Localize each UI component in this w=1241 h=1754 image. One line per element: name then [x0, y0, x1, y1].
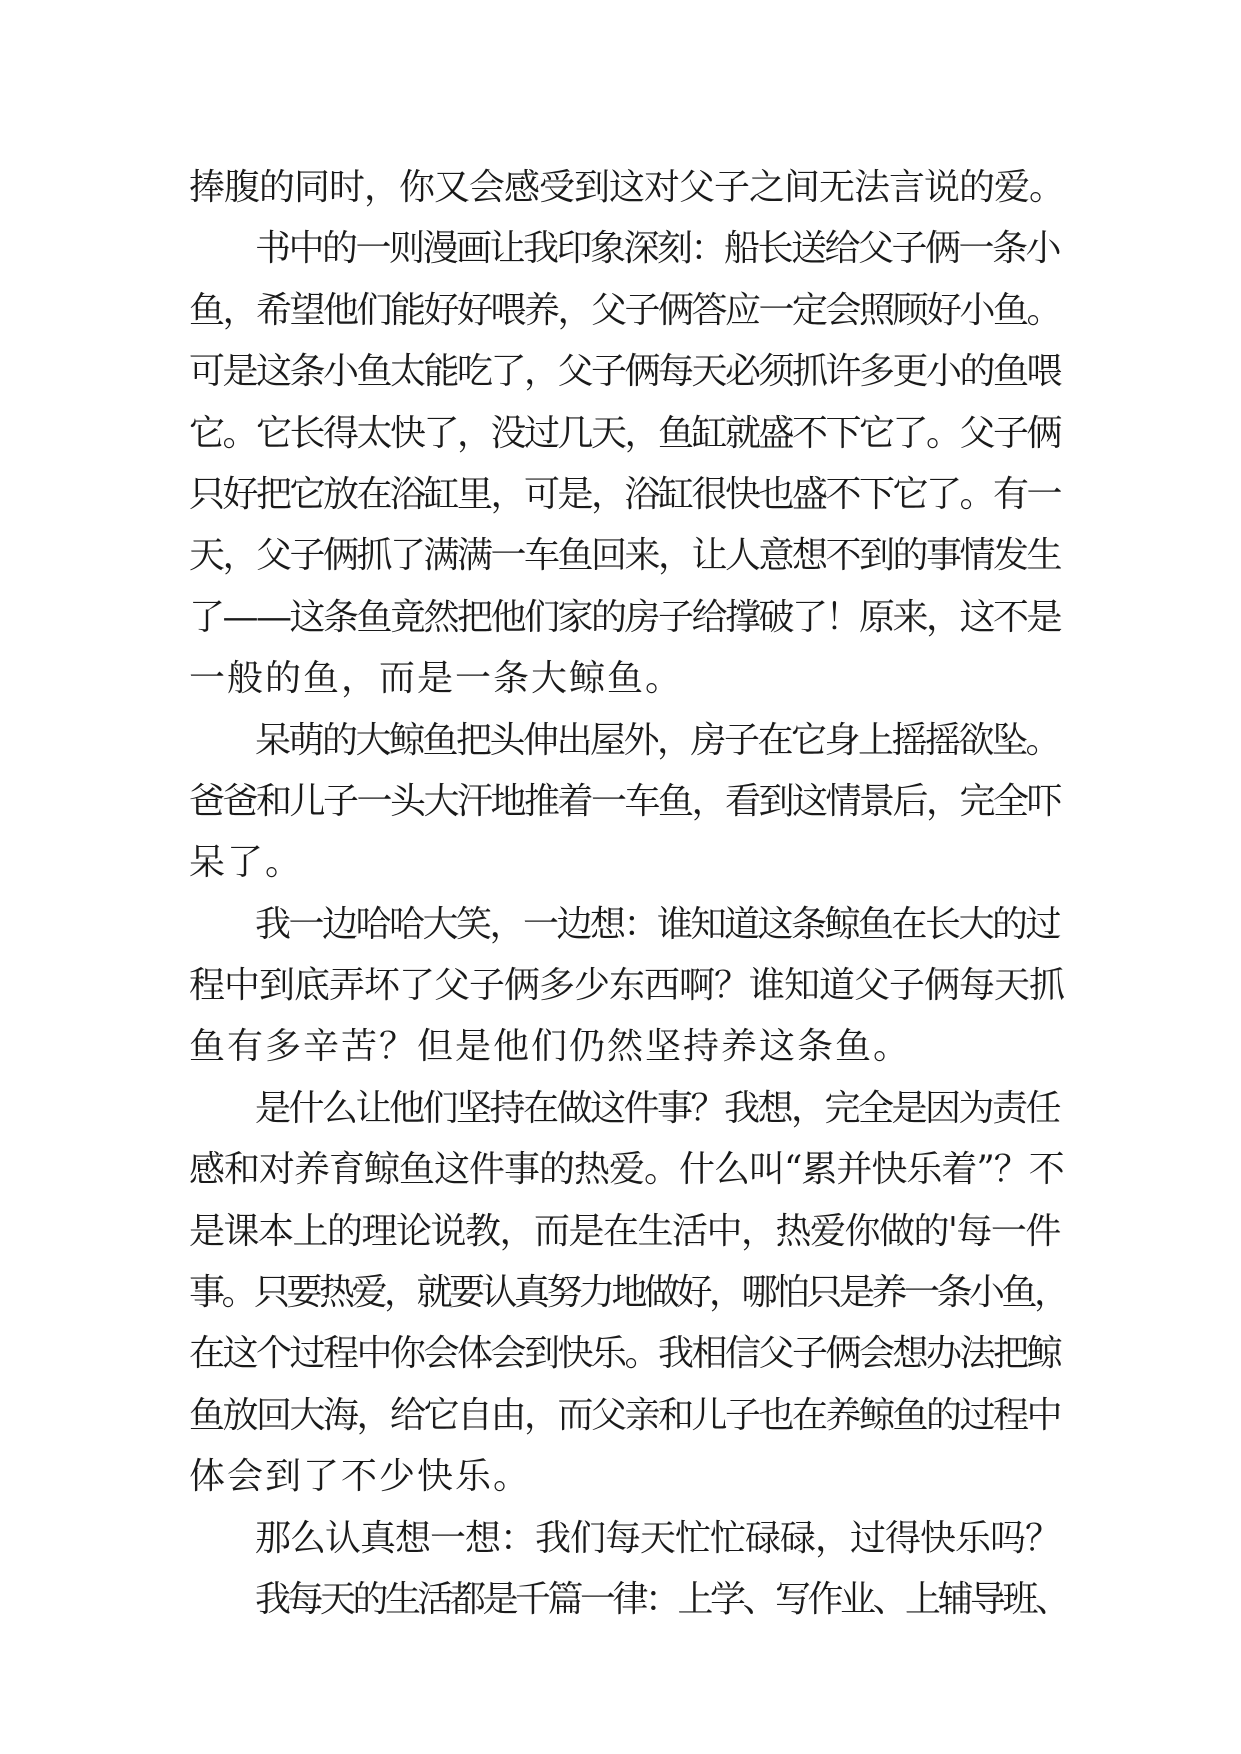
text-line: 了——这条鱼竟然把他们家的房子给撑破了！原来，这不是: [189, 596, 1061, 638]
text-line: 鱼有多辛苦？但是他们仍然坚持养这条鱼。: [189, 1026, 912, 1068]
text-line: 捧腹的同时，你又会感受到这对父子之间无法言说的爱。: [189, 167, 1065, 208]
paragraph-first-line: 是什么让他们坚持在做这件事？我想，完全是因为责任: [255, 1087, 1060, 1129]
document-body: [189, 157, 1069, 1630]
paragraph-first-line: 我一边哈哈大笑，一边想：谁知道这条鲸鱼在长大的过: [255, 903, 1060, 945]
text-line: 一般的鱼，而是一条大鲸鱼。: [189, 658, 684, 700]
paragraph-first-line: 书中的一则漫画让我印象深刻：船长送给父子俩一条小: [255, 228, 1060, 270]
text-line: 鱼，希望他们能好好喂养，父子俩答应一定会照顾好小鱼。: [189, 289, 1061, 331]
text-line: 体会到了不少快乐。: [189, 1456, 532, 1498]
text-line: 可是这条小鱼太能吃了，父子俩每天必须抓许多更小的鱼喂: [189, 351, 1061, 393]
paragraph-first-line: 那么认真想一想：我们每天忙忙碌碌，过得快乐吗？: [255, 1517, 1061, 1559]
text-line: 感和对养育鲸鱼这件事的热爱。什么叫“累并快乐着”？不: [189, 1149, 1064, 1191]
text-line: 它。它长得太快了，没过几天，鱼缸就盛不下它了。父子俩: [189, 412, 1061, 454]
text-line: 在这个过程中你会体会到快乐。我相信父子俩会想办法把鲸: [189, 1333, 1061, 1375]
paragraph-first-line: 呆萌的大鲸鱼把头伸出屋外，房子在它身上摇摇欲坠。: [255, 719, 1060, 761]
text-line: 事。只要热爱，就要认真努力地做好，哪怕只是养一条小鱼，: [189, 1272, 1067, 1314]
paragraph-first-line: 我每天的生活都是千篇一律：上学、写作业、上辅导班、: [255, 1578, 1068, 1620]
text-line: 是课本上的理论说教，而是在生活中，热爱你做的'每一件: [189, 1210, 1060, 1252]
text-line: 爸爸和儿子一头大汗地推着一车鱼，看到这情景后，完全吓: [189, 780, 1061, 822]
text-line: 天，父子俩抓了满满一车鱼回来，让人意想不到的事情发生: [189, 535, 1061, 577]
text-line: 鱼放回大海，给它自由，而父亲和儿子也在养鲸鱼的过程中: [189, 1394, 1061, 1436]
text-line: 程中到底弄坏了父子俩多少东西啊？谁知道父子俩每天抓: [189, 965, 1065, 1007]
text-line: 只好把它放在浴缸里，可是，浴缸很快也盛不下它了。有一: [189, 473, 1061, 515]
text-line: 呆了。: [189, 842, 304, 884]
